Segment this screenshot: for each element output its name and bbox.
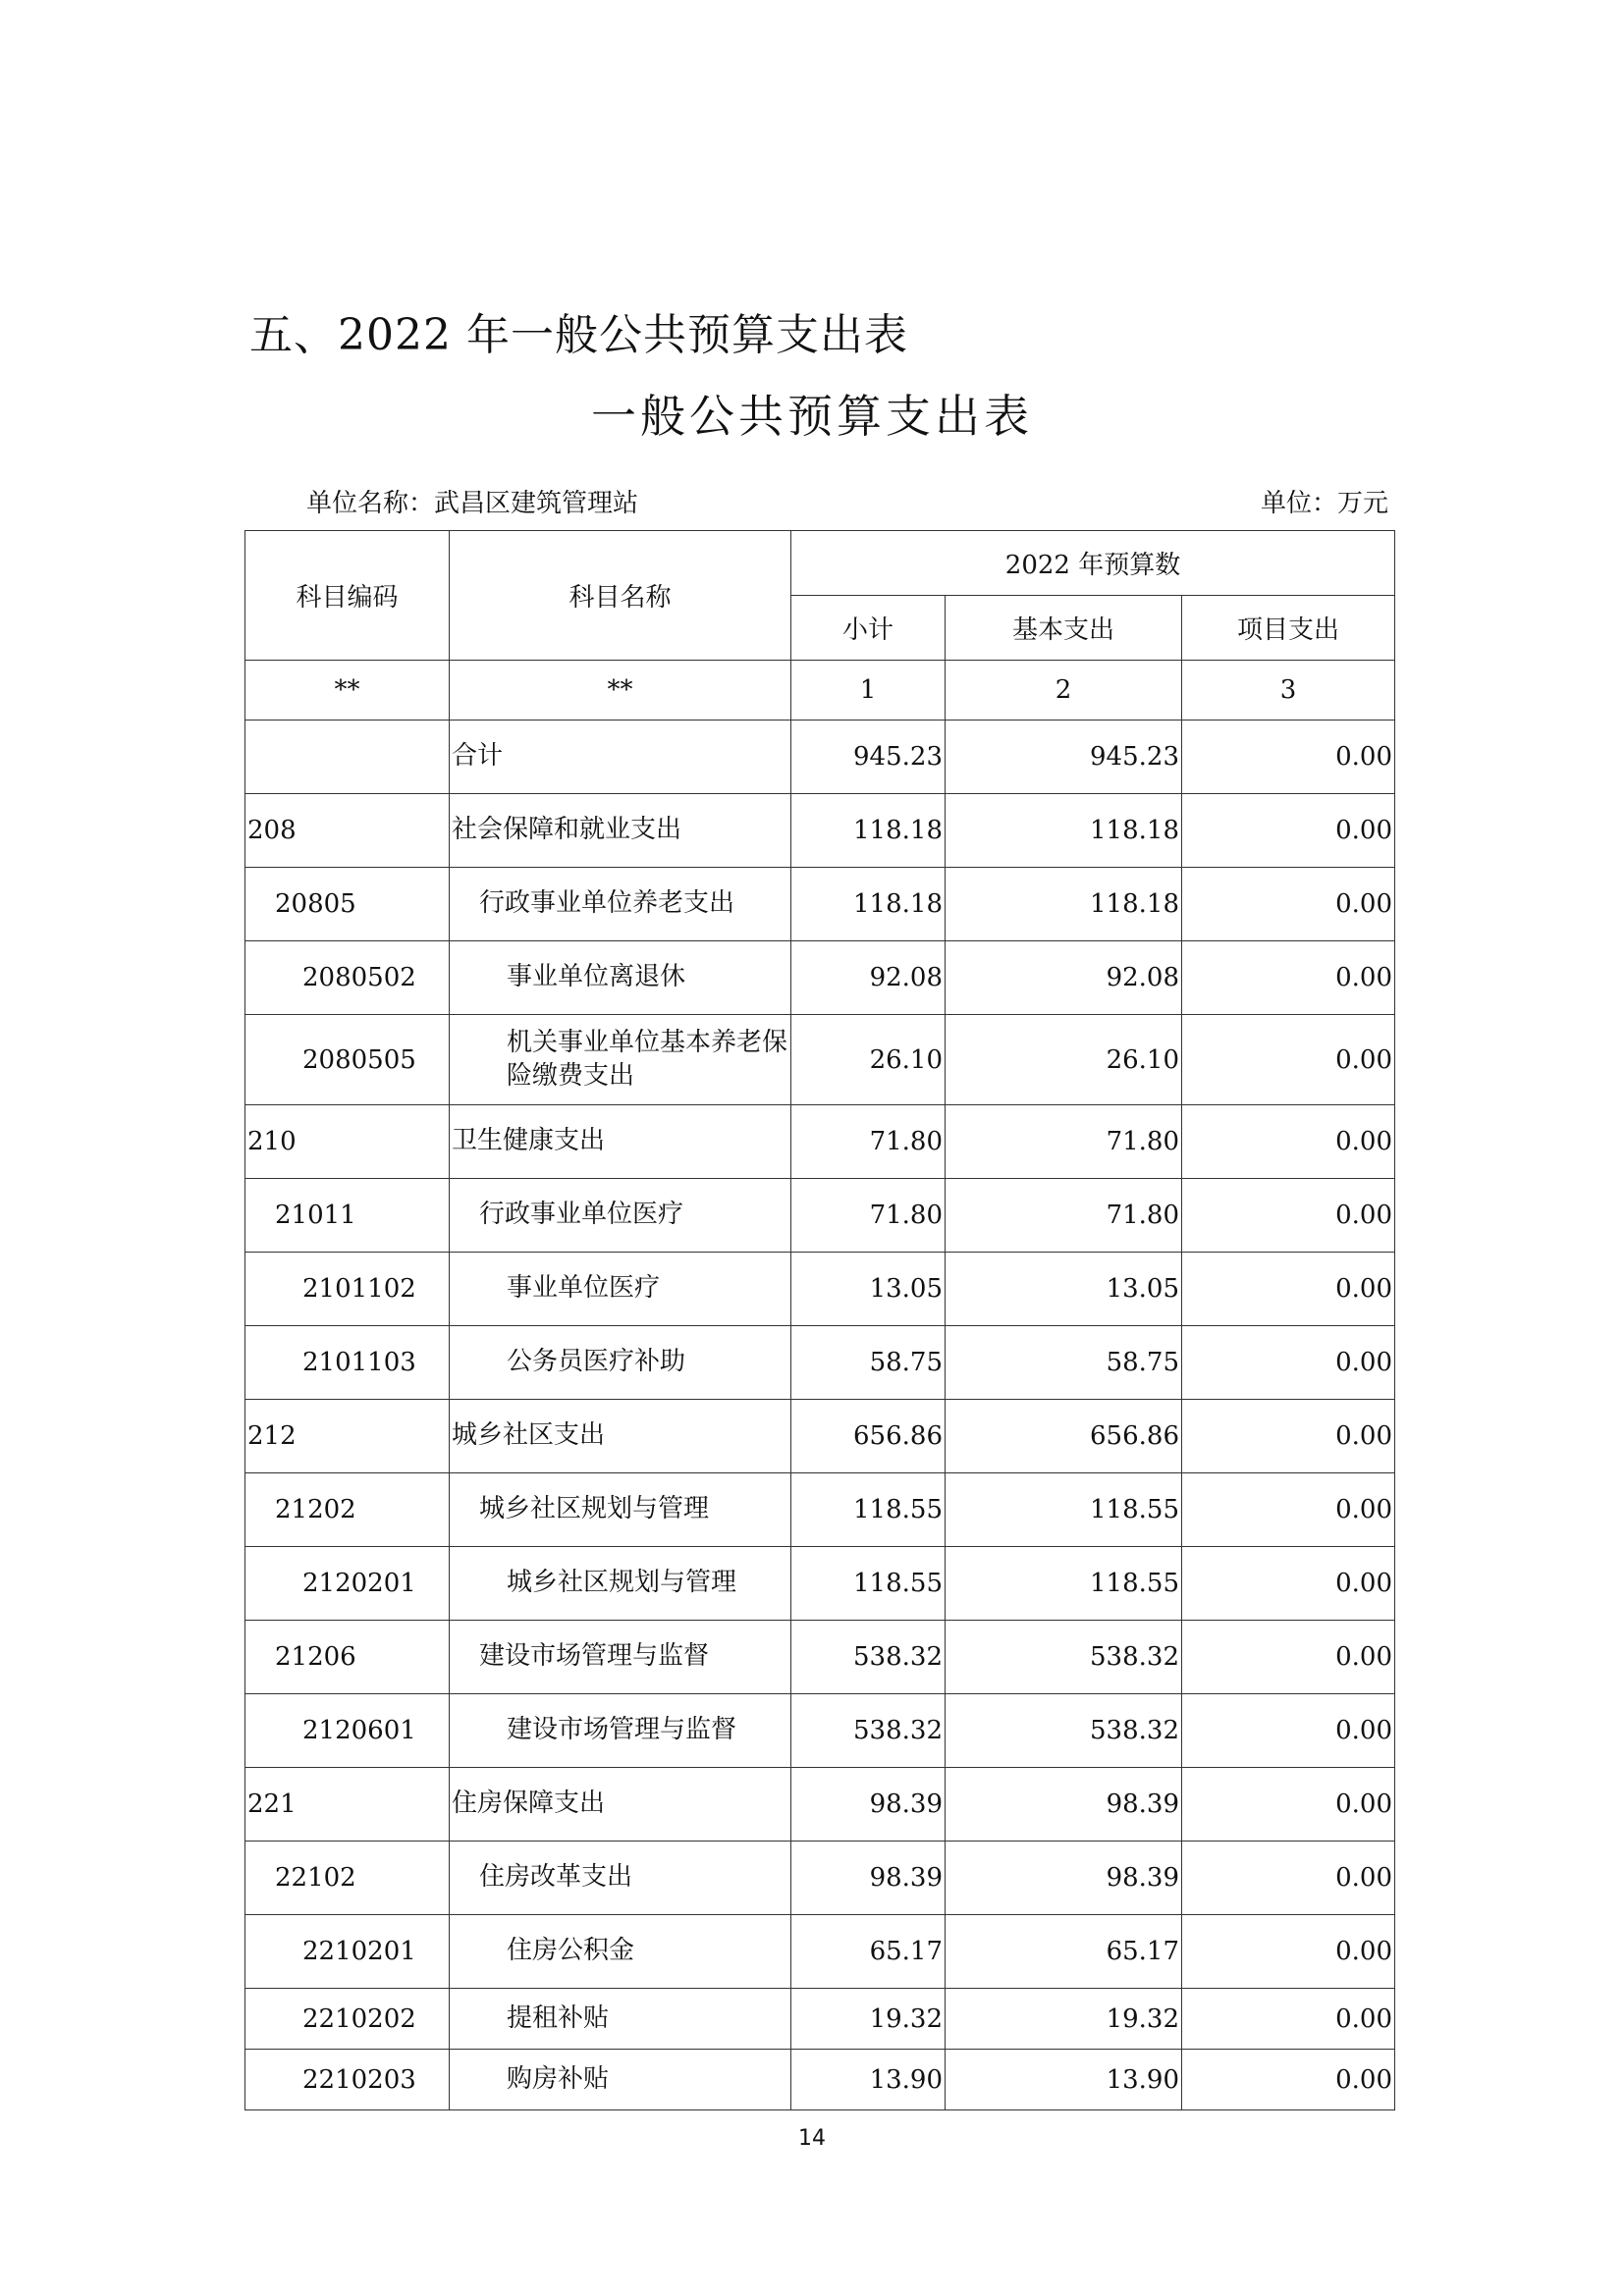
row-project: 0.00 <box>1182 1015 1395 1105</box>
table-row <box>245 1694 1395 1768</box>
row-name: 建设市场管理与监督 <box>450 1621 791 1694</box>
row-code: 22102 <box>245 1842 450 1915</box>
row-project: 0.00 <box>1182 868 1395 941</box>
header-budget-group: 2022 年预算数 <box>791 531 1395 596</box>
row-basic: 118.18 <box>946 868 1182 941</box>
index-cell: ** <box>450 661 791 721</box>
row-basic: 13.90 <box>946 2050 1182 2110</box>
row-project: 0.00 <box>1182 1547 1395 1621</box>
row-code: 208 <box>245 794 450 868</box>
header-code: 科目编码 <box>245 531 450 661</box>
row-subtotal: 118.55 <box>791 1547 946 1621</box>
row-code: 21011 <box>245 1179 450 1253</box>
index-row <box>245 661 1395 721</box>
row-basic: 118.18 <box>946 794 1182 868</box>
row-subtotal: 118.18 <box>791 794 946 868</box>
row-project: 0.00 <box>1182 1400 1395 1473</box>
row-project: 0.00 <box>1182 1105 1395 1179</box>
row-subtotal: 118.55 <box>791 1473 946 1547</box>
table-row <box>245 868 1395 941</box>
row-subtotal: 71.80 <box>791 1105 946 1179</box>
row-project: 0.00 <box>1182 1842 1395 1915</box>
row-code: 21202 <box>245 1473 450 1547</box>
row-name: 住房保障支出 <box>450 1768 791 1842</box>
table-row <box>245 1621 1395 1694</box>
table-row <box>245 1105 1395 1179</box>
row-code: 212 <box>245 1400 450 1473</box>
row-basic: 118.55 <box>946 1473 1182 1547</box>
row-basic: 538.32 <box>946 1621 1182 1694</box>
header-project: 项目支出 <box>1182 596 1395 661</box>
row-code: 2080502 <box>245 941 450 1015</box>
row-project: 0.00 <box>1182 1694 1395 1768</box>
row-basic: 71.80 <box>946 1105 1182 1179</box>
row-subtotal: 19.32 <box>791 1989 946 2050</box>
row-basic: 71.80 <box>946 1179 1182 1253</box>
row-basic: 19.32 <box>946 1989 1182 2050</box>
table-row <box>245 2050 1395 2110</box>
table-row <box>245 1253 1395 1326</box>
row-subtotal: 656.86 <box>791 1400 946 1473</box>
row-name: 城乡社区规划与管理 <box>450 1473 791 1547</box>
row-subtotal: 98.39 <box>791 1768 946 1842</box>
table-row <box>245 1400 1395 1473</box>
header-row-1 <box>245 531 1395 596</box>
row-project: 0.00 <box>1182 1768 1395 1842</box>
row-code: 2210203 <box>245 2050 450 2110</box>
row-subtotal: 538.32 <box>791 1621 946 1694</box>
row-subtotal: 26.10 <box>791 1015 946 1105</box>
row-project: 0.00 <box>1182 1473 1395 1547</box>
row-code <box>245 721 450 794</box>
row-project: 0.00 <box>1182 1253 1395 1326</box>
row-subtotal: 13.05 <box>791 1253 946 1326</box>
row-name: 住房公积金 <box>450 1915 791 1989</box>
row-subtotal: 65.17 <box>791 1915 946 1989</box>
table-row <box>245 1326 1395 1400</box>
page-number: 14 <box>798 2126 826 2151</box>
row-subtotal: 118.18 <box>791 868 946 941</box>
row-project: 0.00 <box>1182 1915 1395 1989</box>
row-subtotal: 92.08 <box>791 941 946 1015</box>
unit-name: 单位名称：武昌区建筑管理站 <box>306 489 639 518</box>
row-name: 机关事业单位基本养老保险缴费支出 <box>450 1015 791 1105</box>
row-basic: 98.39 <box>946 1842 1182 1915</box>
budget-expenditure-table <box>244 530 1395 2110</box>
table-row <box>245 1915 1395 1989</box>
row-subtotal: 945.23 <box>791 721 946 794</box>
row-code: 2120201 <box>245 1547 450 1621</box>
row-subtotal: 98.39 <box>791 1842 946 1915</box>
index-cell: 3 <box>1182 661 1395 721</box>
row-code: 2120601 <box>245 1694 450 1768</box>
row-name: 行政事业单位养老支出 <box>450 868 791 941</box>
table-row <box>245 941 1395 1015</box>
row-basic: 65.17 <box>946 1915 1182 1989</box>
row-basic: 98.39 <box>946 1768 1182 1842</box>
row-name: 事业单位医疗 <box>450 1253 791 1326</box>
row-code: 2080505 <box>245 1015 450 1105</box>
row-basic: 58.75 <box>946 1326 1182 1400</box>
row-name: 合计 <box>450 721 791 794</box>
index-cell: ** <box>245 661 450 721</box>
table-row <box>245 1547 1395 1621</box>
row-name: 卫生健康支出 <box>450 1105 791 1179</box>
row-basic: 656.86 <box>946 1400 1182 1473</box>
header-subtotal: 小计 <box>791 596 946 661</box>
row-name: 购房补贴 <box>450 2050 791 2110</box>
table-row <box>245 794 1395 868</box>
header-name: 科目名称 <box>450 531 791 661</box>
row-basic: 26.10 <box>946 1015 1182 1105</box>
row-name: 公务员医疗补助 <box>450 1326 791 1400</box>
row-name: 城乡社区规划与管理 <box>450 1547 791 1621</box>
table-row <box>245 721 1395 794</box>
row-project: 0.00 <box>1182 1326 1395 1400</box>
row-code: 2210201 <box>245 1915 450 1989</box>
row-project: 0.00 <box>1182 941 1395 1015</box>
row-code: 2101103 <box>245 1326 450 1400</box>
index-cell: 2 <box>946 661 1182 721</box>
row-name: 住房改革支出 <box>450 1842 791 1915</box>
row-code: 2210202 <box>245 1989 450 2050</box>
row-project: 0.00 <box>1182 2050 1395 2110</box>
row-code: 21206 <box>245 1621 450 1694</box>
row-code: 2101102 <box>245 1253 450 1326</box>
table-row <box>245 1842 1395 1915</box>
row-basic: 13.05 <box>946 1253 1182 1326</box>
table-row <box>245 1473 1395 1547</box>
row-project: 0.00 <box>1182 721 1395 794</box>
table-title: 一般公共预算支出表 <box>591 390 1033 443</box>
header-basic: 基本支出 <box>946 596 1182 661</box>
table-row <box>245 1179 1395 1253</box>
row-name: 行政事业单位医疗 <box>450 1179 791 1253</box>
row-code: 20805 <box>245 868 450 941</box>
index-cell: 1 <box>791 661 946 721</box>
table-row <box>245 1768 1395 1842</box>
row-project: 0.00 <box>1182 1179 1395 1253</box>
row-basic: 945.23 <box>946 721 1182 794</box>
row-basic: 118.55 <box>946 1547 1182 1621</box>
row-project: 0.00 <box>1182 1621 1395 1694</box>
row-subtotal: 538.32 <box>791 1694 946 1768</box>
row-subtotal: 13.90 <box>791 2050 946 2110</box>
row-name: 城乡社区支出 <box>450 1400 791 1473</box>
row-project: 0.00 <box>1182 794 1395 868</box>
table-row <box>245 1989 1395 2050</box>
unit-label: 单位：万元 <box>1260 489 1388 518</box>
row-code: 221 <box>245 1768 450 1842</box>
row-name: 事业单位离退休 <box>450 941 791 1015</box>
row-basic: 92.08 <box>946 941 1182 1015</box>
row-name: 建设市场管理与监督 <box>450 1694 791 1768</box>
row-basic: 538.32 <box>946 1694 1182 1768</box>
row-project: 0.00 <box>1182 1989 1395 2050</box>
row-name: 提租补贴 <box>450 1989 791 2050</box>
row-subtotal: 71.80 <box>791 1179 946 1253</box>
section-title: 五、2022 年一般公共预算支出表 <box>249 310 908 360</box>
row-code: 210 <box>245 1105 450 1179</box>
table-row <box>245 1015 1395 1105</box>
row-subtotal: 58.75 <box>791 1326 946 1400</box>
row-name: 社会保障和就业支出 <box>450 794 791 868</box>
